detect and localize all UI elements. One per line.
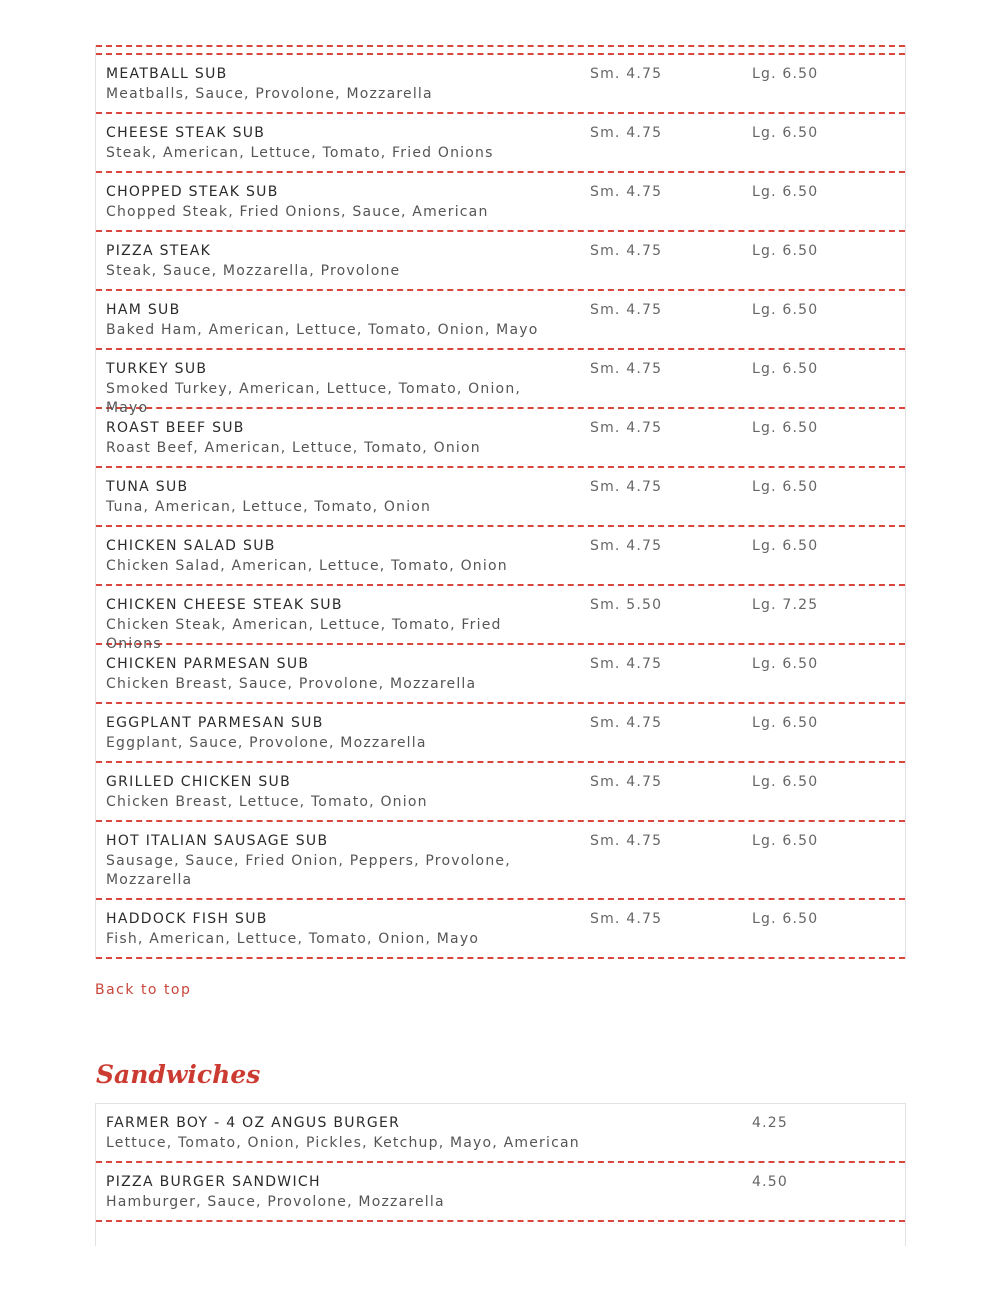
small-price: Sm. 5.50 xyxy=(590,597,663,613)
item-name: PIZZA BURGER SANDWICH xyxy=(106,1174,321,1190)
menu-item-row xyxy=(96,173,905,232)
large-price: Lg. 7.25 xyxy=(752,597,819,613)
large-price: Lg. 6.50 xyxy=(752,125,819,141)
sandwiches-menu-table xyxy=(95,1103,906,1246)
large-price: Lg. 6.50 xyxy=(752,911,819,927)
large-price: Lg. 6.50 xyxy=(752,774,819,790)
menu-item-row xyxy=(96,291,905,350)
item-price: 4.50 xyxy=(752,1174,788,1190)
item-description: Lettuce, Tomato, Onion, Pickles, Ketchup, Mayo, American xyxy=(106,1135,580,1151)
item-description: Eggplant, Sauce, Provolone, Mozzarella xyxy=(106,735,427,751)
menu-item-row xyxy=(96,704,905,763)
menu-item-row xyxy=(96,527,905,586)
item-name: HOT ITALIAN SAUSAGE SUB xyxy=(106,833,329,849)
large-price: Lg. 6.50 xyxy=(752,538,819,554)
menu-item-row xyxy=(96,55,905,114)
menu-item-row xyxy=(96,822,905,900)
menu-item-row xyxy=(96,645,905,704)
large-price: Lg. 6.50 xyxy=(752,66,819,82)
small-price: Sm. 4.75 xyxy=(590,479,663,495)
item-description: Baked Ham, American, Lettuce, Tomato, Onion, Mayo xyxy=(106,322,539,338)
item-description: Tuna, American, Lettuce, Tomato, Onion xyxy=(106,499,432,515)
item-name: TUNA SUB xyxy=(106,479,189,495)
small-price: Sm. 4.75 xyxy=(590,715,663,731)
item-name: PIZZA STEAK xyxy=(106,243,212,259)
item-name: HAM SUB xyxy=(106,302,181,318)
large-price: Lg. 6.50 xyxy=(752,656,819,672)
large-price: Lg. 6.50 xyxy=(752,420,819,436)
small-price: Sm. 4.75 xyxy=(590,243,663,259)
menu-item-row xyxy=(96,763,905,822)
item-description: Hamburger, Sauce, Provolone, Mozzarella xyxy=(106,1194,445,1210)
menu-item-row xyxy=(96,350,905,416)
item-name: FARMER BOY - 4 OZ ANGUS BURGER xyxy=(106,1115,401,1131)
item-description: Roast Beef, American, Lettuce, Tomato, Onion xyxy=(106,440,481,456)
menu-item-row xyxy=(96,900,905,959)
item-name: MEATBALL SUB xyxy=(106,66,228,82)
small-price: Sm. 4.75 xyxy=(590,538,663,554)
small-price: Sm. 4.75 xyxy=(590,656,663,672)
item-name: TURKEY SUB xyxy=(106,361,208,377)
item-description: Chicken Steak, American, Lettuce, Tomato, Fried Onions xyxy=(106,617,502,652)
sandwiches-section-title: Sandwiches xyxy=(96,1060,261,1089)
item-name: CHOPPED STEAK SUB xyxy=(106,184,279,200)
item-description: Meatballs, Sauce, Provolone, Mozzarella xyxy=(106,86,433,102)
item-name: CHICKEN CHEESE STEAK SUB xyxy=(106,597,343,613)
menu-item-row xyxy=(96,232,905,291)
large-price: Lg. 6.50 xyxy=(752,715,819,731)
item-description: Fish, American, Lettuce, Tomato, Onion, Mayo xyxy=(106,931,480,947)
large-price: Lg. 6.50 xyxy=(752,833,819,849)
item-name: ROAST BEEF SUB xyxy=(106,420,245,436)
item-name: HADDOCK FISH SUB xyxy=(106,911,268,927)
item-description: Smoked Turkey, American, Lettuce, Tomato, Onion, Mayo xyxy=(106,381,522,416)
item-description: Steak, Sauce, Mozzarella, Provolone xyxy=(106,263,401,279)
item-name: GRILLED CHICKEN SUB xyxy=(106,774,291,790)
small-price: Sm. 4.75 xyxy=(590,774,663,790)
large-price: Lg. 6.50 xyxy=(752,243,819,259)
small-price: Sm. 4.75 xyxy=(590,420,663,436)
menu-item-row xyxy=(96,468,905,527)
subs-menu-table xyxy=(95,45,906,959)
small-price: Sm. 4.75 xyxy=(590,833,663,849)
small-price: Sm. 4.75 xyxy=(590,184,663,200)
menu-item-row xyxy=(96,114,905,173)
small-price: Sm. 4.75 xyxy=(590,125,663,141)
item-name: CHEESE STEAK SUB xyxy=(106,125,266,141)
large-price: Lg. 6.50 xyxy=(752,184,819,200)
table-top-divider xyxy=(96,45,905,55)
item-name: CHICKEN PARMESAN SUB xyxy=(106,656,310,672)
menu-item-row xyxy=(96,1163,905,1222)
large-price: Lg. 6.50 xyxy=(752,361,819,377)
back-to-top-link[interactable]: Back to top xyxy=(95,982,192,998)
small-price: Sm. 4.75 xyxy=(590,911,663,927)
item-price: 4.25 xyxy=(752,1115,788,1131)
item-name: CHICKEN SALAD SUB xyxy=(106,538,276,554)
item-description: Chicken Breast, Lettuce, Tomato, Onion xyxy=(106,794,428,810)
small-price: Sm. 4.75 xyxy=(590,302,663,318)
item-description: Chicken Breast, Sauce, Provolone, Mozzarella xyxy=(106,676,477,692)
menu-item-row xyxy=(96,1104,905,1163)
item-description: Chopped Steak, Fried Onions, Sauce, American xyxy=(106,204,489,220)
large-price: Lg. 6.50 xyxy=(752,479,819,495)
menu-item-row xyxy=(96,586,905,652)
item-description: Sausage, Sauce, Fried Onion, Peppers, Provolone, Mozzarella xyxy=(106,853,511,888)
item-description: Chicken Salad, American, Lettuce, Tomato, Onion xyxy=(106,558,508,574)
small-price: Sm. 4.75 xyxy=(590,361,663,377)
large-price: Lg. 6.50 xyxy=(752,302,819,318)
item-name: EGGPLANT PARMESAN SUB xyxy=(106,715,324,731)
menu-item-row xyxy=(96,409,905,468)
small-price: Sm. 4.75 xyxy=(590,66,663,82)
item-description: Steak, American, Lettuce, Tomato, Fried Onions xyxy=(106,145,494,161)
